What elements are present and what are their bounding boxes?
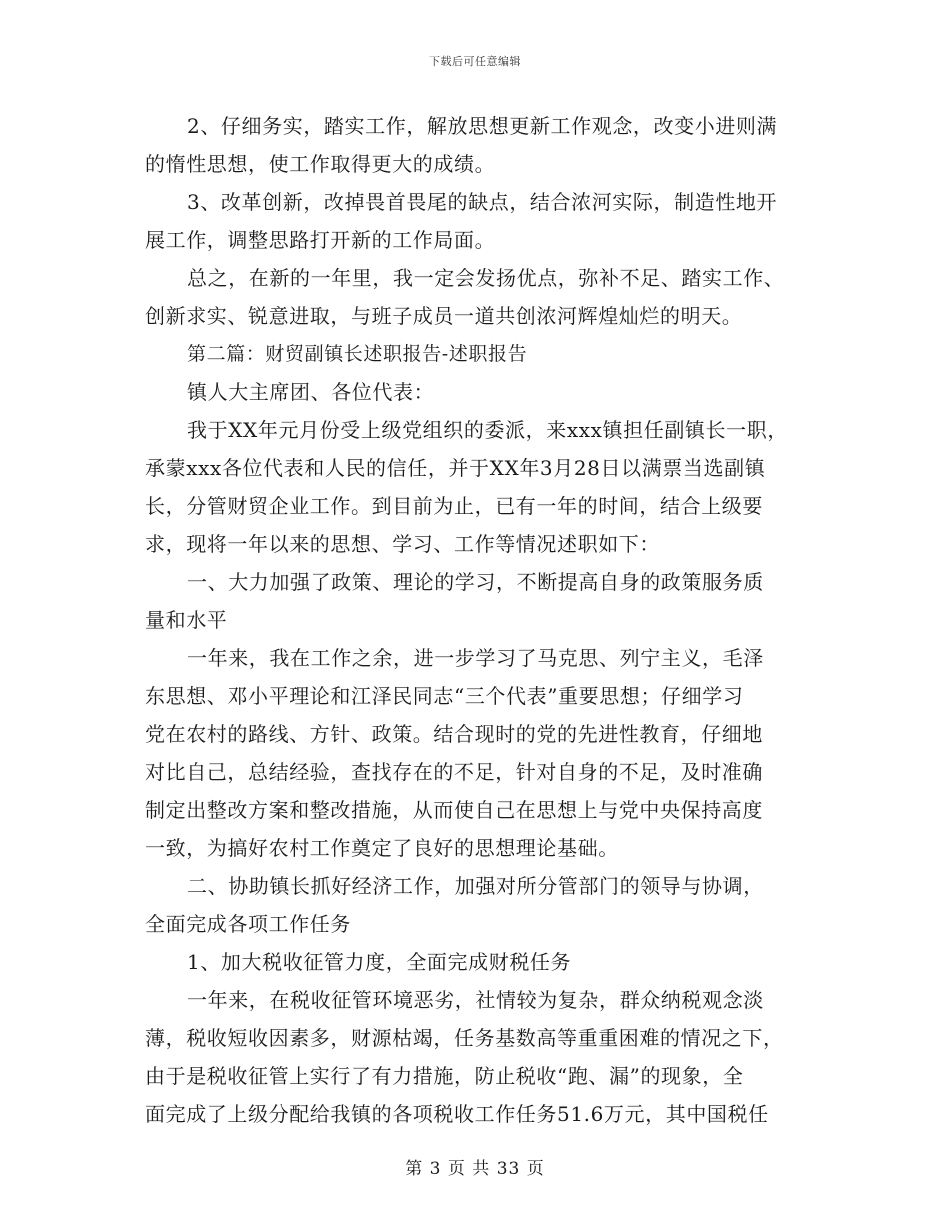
text-line: 长，分管财贸企业工作。到目前为止，已有一年的时间，结合上级要 [145, 494, 763, 518]
text-line: 一致，为搞好农村工作奠定了良好的思想理论基础。 [145, 836, 619, 860]
text-line: 创新求实、锐意进取，与班子成员一道共创浓河辉煌灿烂的明天。 [145, 304, 743, 328]
text-line: 由于是税收征管上实行了有力措施，防止税收“跑、漏”的现象，全 [145, 1064, 744, 1088]
text-line: 的惰性思想，使工作取得更大的成绩。 [145, 152, 496, 176]
text-line: 党在农村的路线、方针、政策。结合现时的党的先进性教育，仔细地 [145, 722, 763, 746]
text-line: 全面完成各项工作任务 [145, 912, 351, 936]
page-header: 下载后可任意编辑 [429, 55, 521, 68]
text-line: 2、仔细务实，踏实工作，解放思想更新工作观念，改变小进则满 [187, 114, 778, 138]
text-line: 展工作，调整思路打开新的工作局面。 [145, 228, 496, 252]
text-line: 承蒙xxx各位代表和人民的信任，并于XX年3月28日以满票当选副镇 [145, 456, 766, 480]
text-line: 1、加大税收征管力度，全面完成财税任务 [187, 950, 572, 974]
text-line: 我于XX年元月份受上级党组织的委派，来xxx镇担任副镇长一职， [187, 418, 788, 442]
page-number: 第 3 页 共 33 页 [405, 1159, 545, 1179]
text-line: 总之，在新的一年里，我一定会发扬优点，弥补不足、踏实工作、 [187, 266, 785, 290]
text-line: 求，现将一年以来的思想、学习、工作等情况述职如下： [145, 532, 660, 556]
text-line: 薄，税收短收因素多，财源枯竭，任务基数高等重重困难的情况之下， [145, 1026, 784, 1050]
text-line: 一年来，在税收征管环境恶劣，社情较为复杂，群众纳税观念淡 [187, 988, 764, 1012]
text-line: 二、协助镇长抓好经济工作，加强对所分管部门的领导与协调， [187, 874, 764, 898]
document-body [145, 107, 811, 1133]
text-line: 量和水平 [145, 608, 228, 632]
text-line: 制定出整改方案和整改措施，从而使自己在思想上与党中央保持高度 [145, 798, 763, 822]
text-line: 面完成了上级分配给我镇的各项税收工作任务51.6万元，其中国税任 [145, 1102, 769, 1126]
text-line: 对比自己，总结经验，查找存在的不足，针对自身的不足，及时准确 [145, 760, 763, 784]
text-line: 一年来，我在工作之余，进一步学习了马克思、列宁主义，毛泽 [187, 646, 764, 670]
text-line: 一、大力加强了政策、理论的学习，不断提高自身的政策服务质 [187, 570, 764, 594]
text-line: 东思想、邓小平理论和江泽民同志“三个代表”重要思想；仔细学习 [145, 684, 744, 708]
text-line: 3、改革创新，改掉畏首畏尾的缺点，结合浓河实际，制造性地开 [187, 190, 778, 214]
text-line: 镇人大主席团、各位代表： [187, 380, 435, 404]
section-heading: 第二篇：财贸副镇长述职报告-述职报告 [187, 343, 528, 365]
